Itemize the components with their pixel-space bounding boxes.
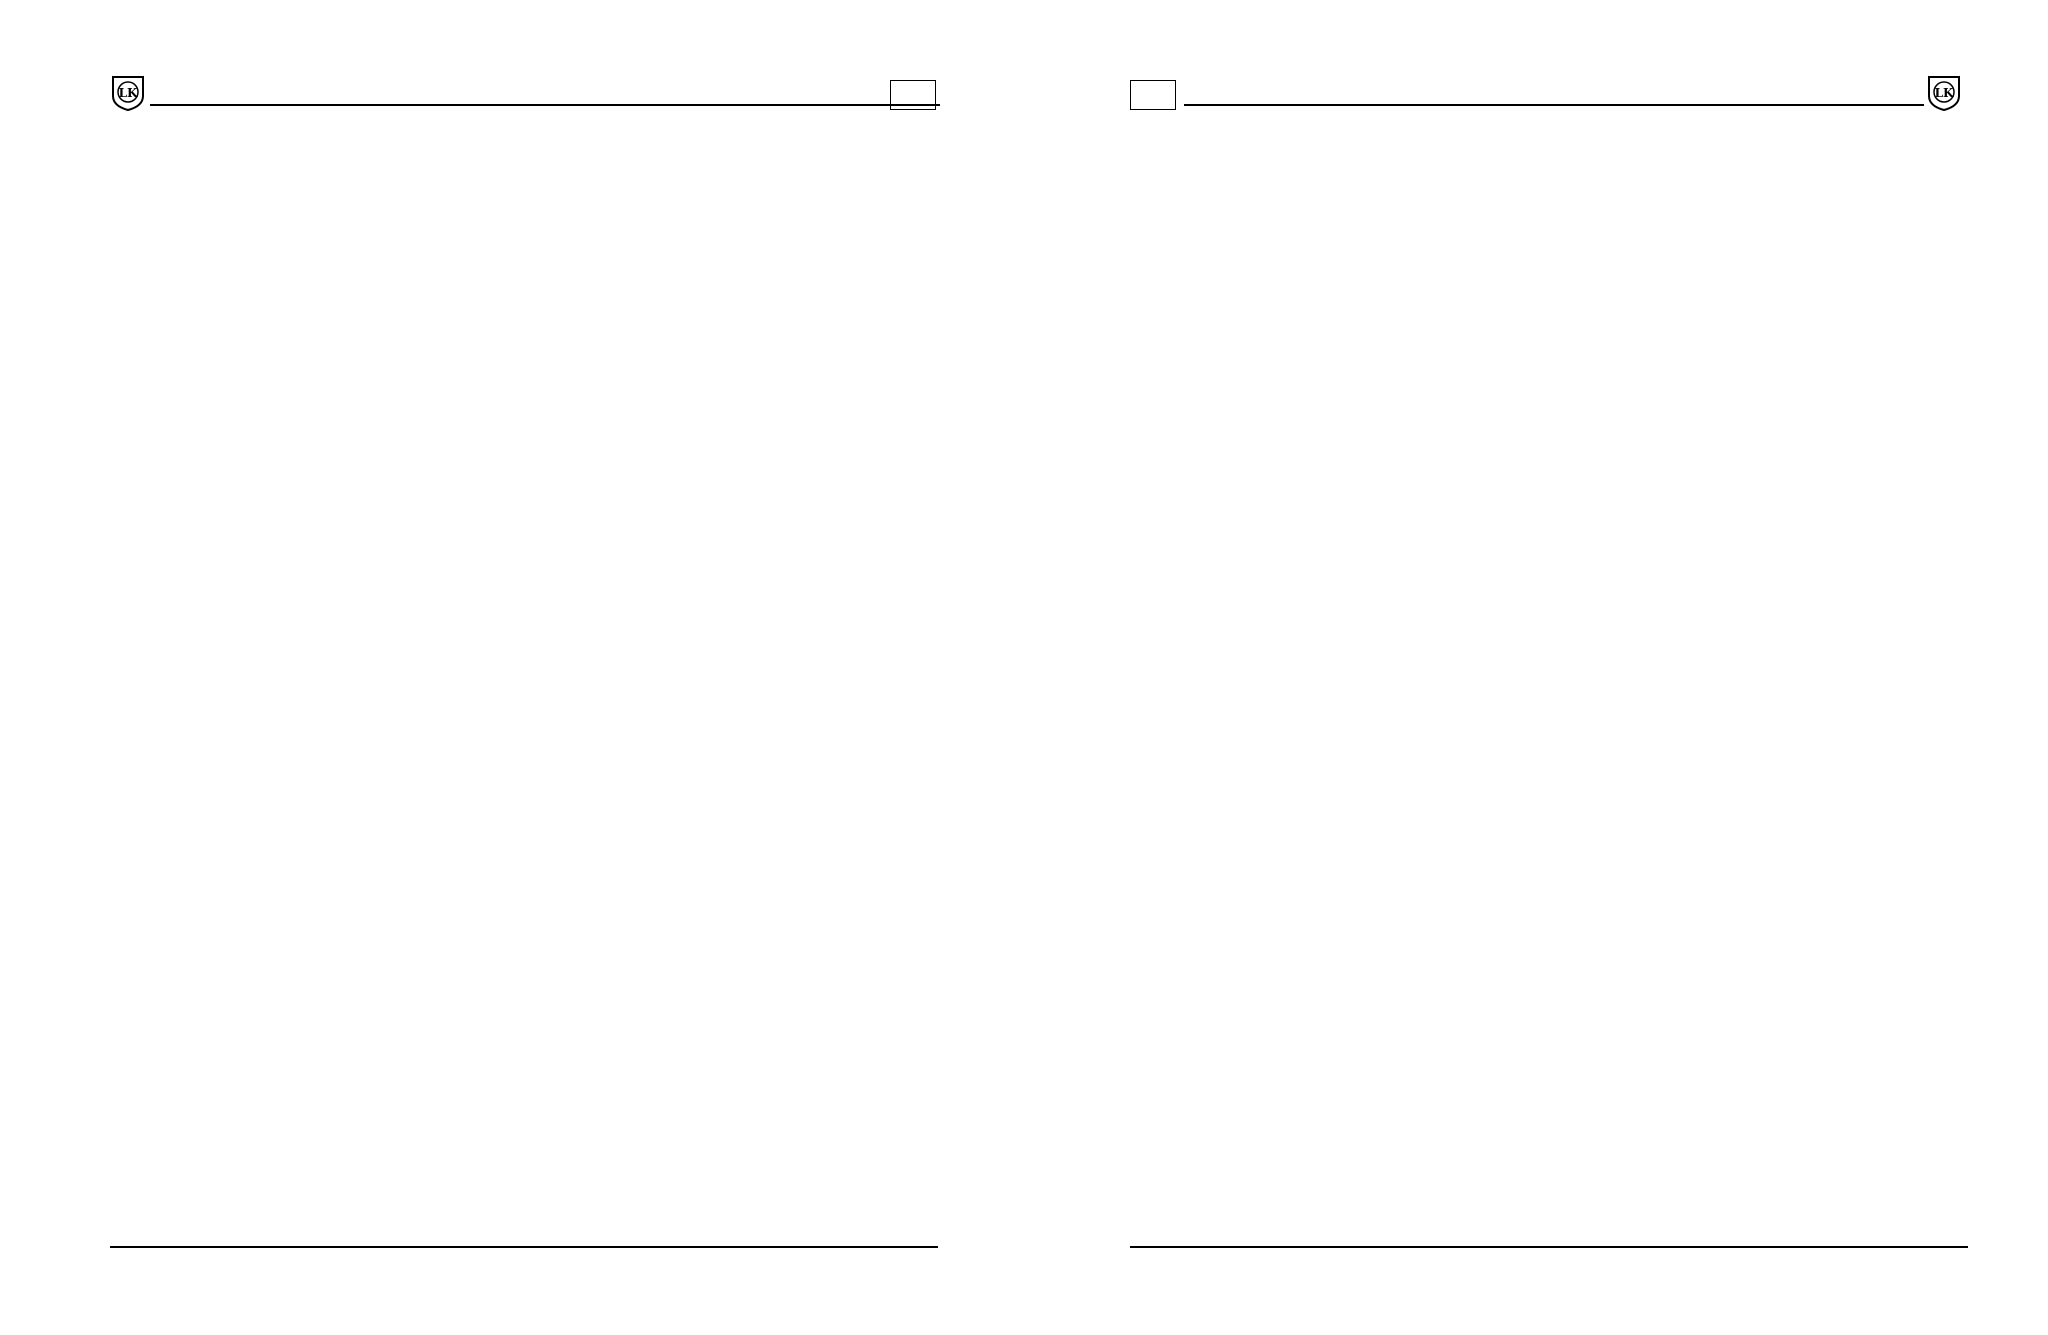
svg-text:LK: LK — [1934, 86, 1954, 100]
right-page — [1024, 0, 2048, 1335]
header-rule — [150, 104, 940, 106]
right-column-1 — [1130, 118, 1530, 142]
svg-text:LK: LK — [118, 86, 138, 100]
page-number — [1130, 80, 1176, 110]
footer-rule — [110, 1246, 938, 1248]
school-logo-icon — [110, 74, 146, 112]
footer-rule — [1130, 1246, 1968, 1248]
school-logo-icon — [1926, 74, 1962, 112]
header-rule — [1184, 104, 1924, 106]
